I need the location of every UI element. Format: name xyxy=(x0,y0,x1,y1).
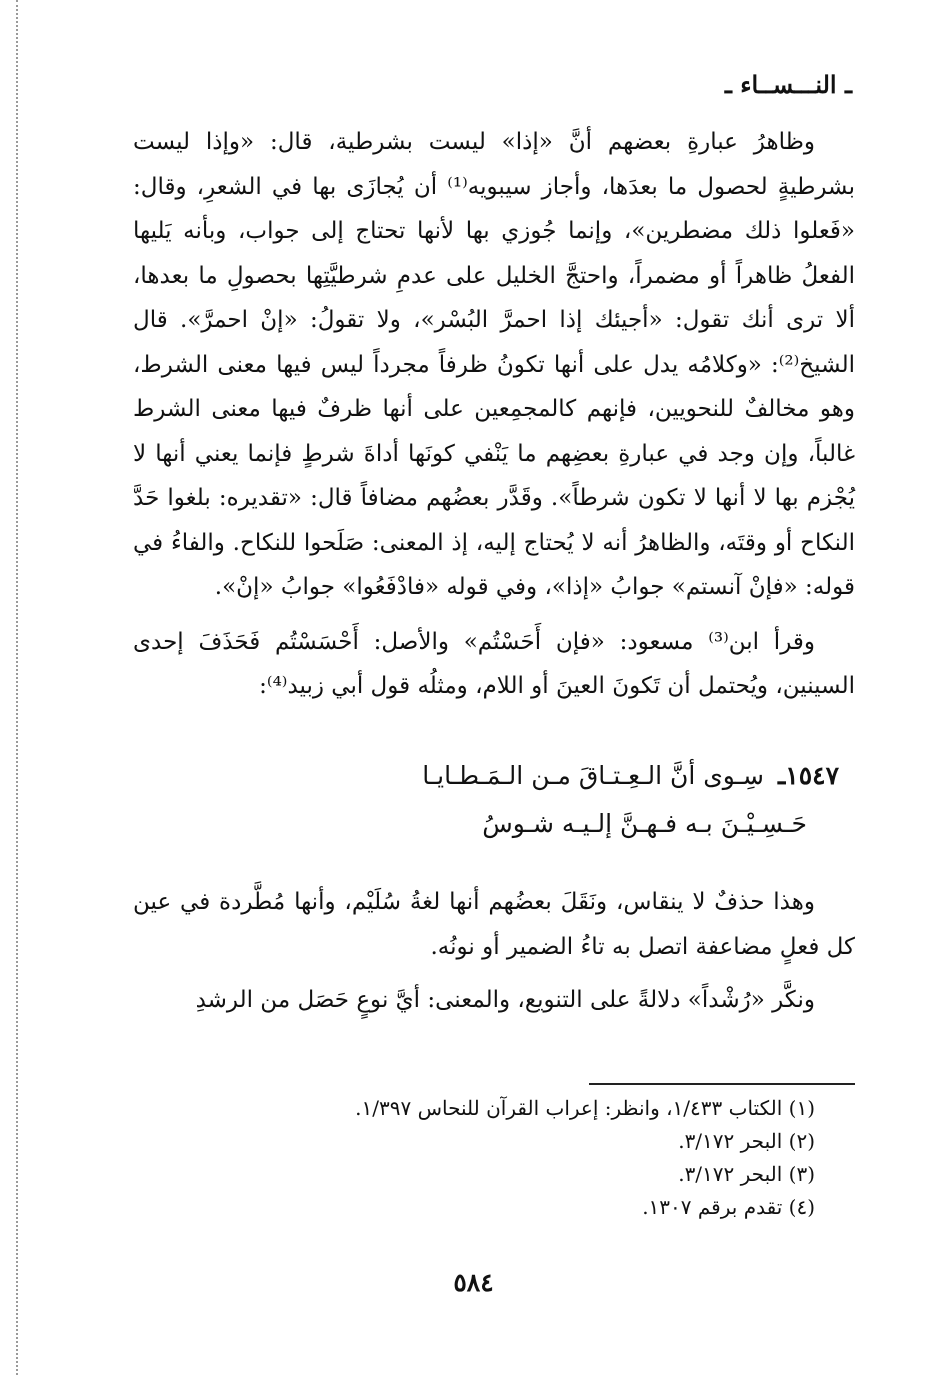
verse-line-2 xyxy=(127,803,807,845)
paragraph-4: ونكَّر «رُشْداً» دلالةً على التنويع، والمعنى: أيَّ نوعٍ حَصَل من الرشدِ xyxy=(195,987,815,1013)
paragraph-3: وهذا حذفٌ لا ينقاس، ونَقَلَ بعضُهم أنها لغةُ سُلَيْم، وأنها مُطَّردة في عين كل فعلٍ مضاعفة اتصل به تاءُ الضمير أو نونُه. xyxy=(133,889,855,960)
paragraph-1: وظاهرُ عبارةِ بعضهم أنَّ «إذا» ليست بشرطية، قال: «وإذا ليست بشرطيةٍ لحصول ما بعدَها، وأجاز سيبويه⁽¹⁾ أن يُجازَى بها في الشعرِ، وقال: «فَعلوا ذلك مضطرين»، وإنما جُوزي بها لأنها تحتاج إلى جواب، وبأنه يَليها الفعلُ ظاهراً أو مضمراً، واحتجَّ الخليل على عدمِ شرطيَّتِها بحصولِ ما بعدها، ألا ترى أنك تقول: «أجيئك إذا احمرَّ البُسْر»، ولا تقولُ: «إنْ احمرَّ». قال الشيخ⁽²⁾: «وكلامُه يدل على أنها تكونُ ظرفاً مجرداً ليس فيها معنى الشرط، وهو مخالفٌ للنحويين، فإنهم كالمجمِعين على أنها ظرفٌ فيها معنى الشرط غالباً، وإن وجد في عبارةِ بعضِهم ما يَنْفي كونَها أداةَ شرطٍ فإنما يعني أنها لا يُجْزم بها لا أنها لا تكون شرطاً». وقَدَّر بعضُهم مضافاً قال: «تقديره: بلغوا حَدَّ النكاح أو وقتَه، والظاهرُ أنه لا يُحتاج إليه، إذ المعنى: صَلَحوا للنكاح. والفاءُ في قوله: «فإنْ آنستم» جوابُ «إذا»، وفي قوله «فادْفَعُوا» جوابُ «إنْ». xyxy=(133,129,856,600)
footnote-1: (١) الكتاب ١/٤٣٣، وانظر: إعراب القرآن للنحاس ١/٣٩٧. xyxy=(355,1096,815,1120)
footnote-2: (٢) البحر ٣/١٧٢. xyxy=(678,1129,815,1153)
footnotes xyxy=(215,1092,815,1224)
main-text-block xyxy=(133,120,855,709)
verse-number: ١٥٤٧ـ xyxy=(777,761,839,790)
running-head: ـ النـــســاء ـ xyxy=(724,70,852,99)
verse-line-1 xyxy=(159,755,839,797)
footnote-3: (٣) البحر ٣/١٧٢. xyxy=(678,1162,815,1186)
paragraph-2: وقرأ ابن⁽³⁾ مسعود: «فإن أَحَسْتُم» والأصل: أَحْسَسْتُم فَحَذَفَ إحدى السينين، ويُحتمل أن تَكونَ العينَ أو اللام، ومثلُه قول أبي زبيد⁽⁴⁾: xyxy=(133,628,855,699)
verse-hemistich-2: حَـسِـيْـنَ بـه فـهـنَّ إلـيـه شـوسُ xyxy=(482,809,807,838)
footnote-separator xyxy=(589,1083,855,1085)
page-edge-dotted-line xyxy=(16,0,18,1375)
verse-hemistich-1: سِـوى أنَّ الـعِـتـاقَ مـن الـمَـطـايـا xyxy=(422,761,764,790)
secondary-text-block xyxy=(133,880,855,1031)
page-number: ٥٨٤ xyxy=(453,1268,494,1297)
footnote-4: (٤) تقدم برقم ١٣٠٧. xyxy=(642,1195,815,1219)
